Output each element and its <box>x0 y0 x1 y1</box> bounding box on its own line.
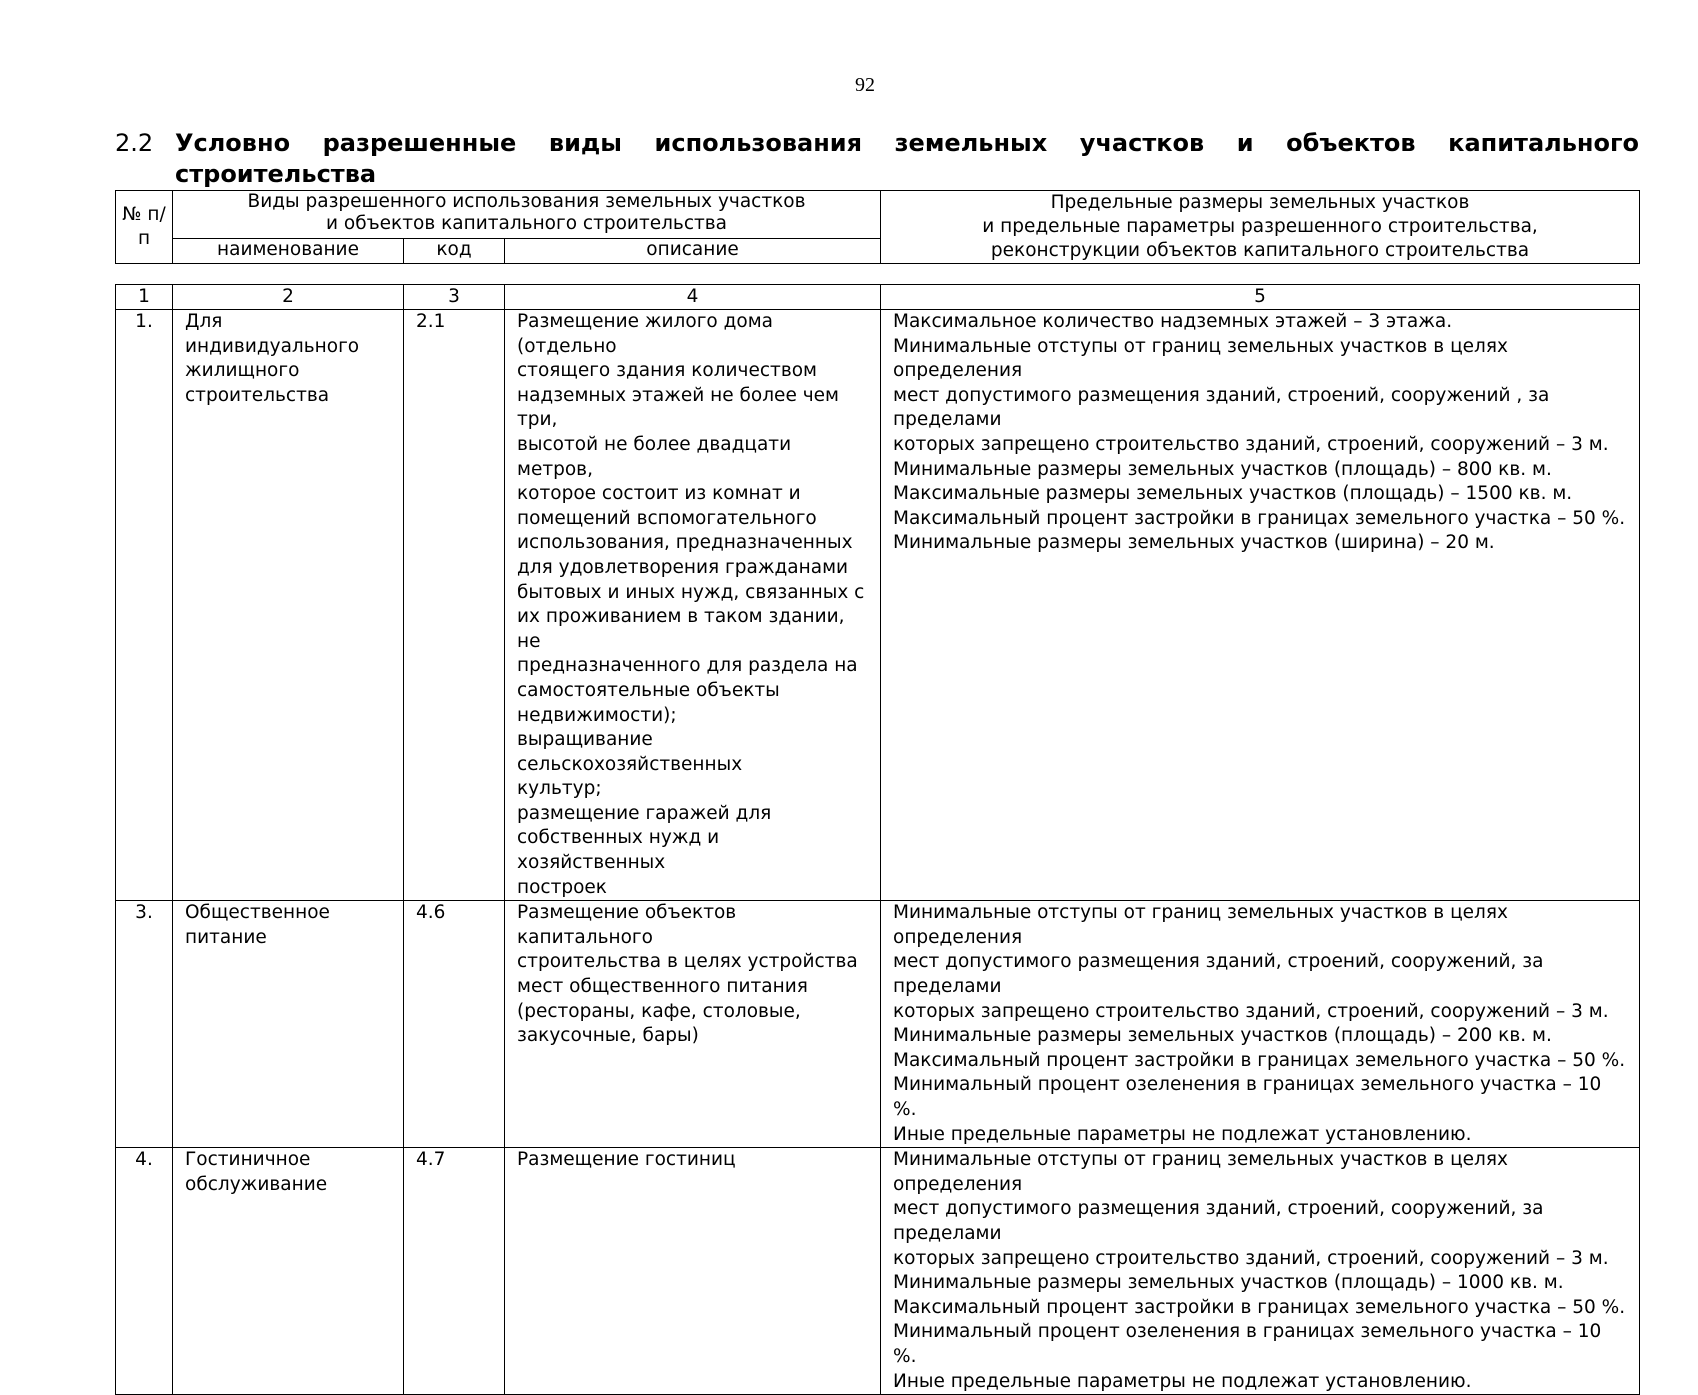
section-title: Условно разрешенные виды использования земельных участков и объектов капитального строительства <box>175 129 1639 188</box>
row-params: Максимальное количество надземных этажей – 3 этажа. Минимальные отступы от границ земельных участков в целях определения мест допустимого размещения зданий, строений, сооружений , за пределами которых запрещено строительство зданий, строений, сооружений – 3 м. Минимальные размеры земельных участков (площадь) – 800 кв. м. Максимальные размеры земельных участков (площадь) – 1500 кв. м. Максимальный процент застройки в границах земельного участка – 50 %. Минимальные размеры земельных участков (ширина) – 20 м. <box>881 310 1640 901</box>
table-header <box>115 190 1640 264</box>
row-params: Минимальные отступы от границ земельных участков в целях определения мест допустимого размещения зданий, строений, сооружений, за пределами которых запрещено строительство зданий, строений, сооружений – 3 м. Минимальные размеры земельных участков (площадь) – 1000 кв. м. Максимальный процент застройки в границах земельного участка – 50 %. Минимальный процент озеленения в границах земельного участка – 10 %. Иные предельные параметры не подлежат установлению. <box>881 1148 1640 1395</box>
row-number: 4. <box>116 1148 173 1395</box>
table-row <box>116 1148 1640 1395</box>
table-row <box>116 310 1640 901</box>
column-number: 3 <box>404 285 505 310</box>
column-number: 5 <box>881 285 1640 310</box>
header-code: код <box>404 239 505 264</box>
row-code: 4.7 <box>404 1148 505 1395</box>
row-description: Размещение гостиниц <box>505 1148 881 1395</box>
header-no: № п/п <box>116 191 173 264</box>
column-number: 4 <box>505 285 881 310</box>
header-description: описание <box>505 239 881 264</box>
row-description: Размещение объектов капитального строительства в целях устройства мест общественного питания (рестораны, кафе, столовые, закусочные, бары) <box>505 901 881 1148</box>
header-types-group: Виды разрешенного использования земельных участков и объектов капитального строительства <box>173 191 881 239</box>
column-number: 2 <box>173 285 404 310</box>
page-number: 92 <box>855 74 875 96</box>
section-heading <box>115 128 1639 190</box>
row-code: 4.6 <box>404 901 505 1148</box>
row-name: Гостиничное обслуживание <box>173 1148 404 1395</box>
row-code: 2.1 <box>404 310 505 901</box>
row-number: 1. <box>116 310 173 901</box>
row-description: Размещение жилого дома (отдельно стоящего здания количеством надземных этажей не более чем три, высотой не более двадцати метров, которое состоит из комнат и помещений вспомогательного использования, предназначенных для удовлетворения гражданами бытовых и иных нужд, связанных с их проживанием в таком здании, не предназначенного для раздела на самостоятельные объекты недвижимости); выращивание сельскохозяйственных культур; размещение гаражей для собственных нужд и хозяйственных построек <box>505 310 881 901</box>
section-number: 2.2 <box>115 129 154 157</box>
row-params: Минимальные отступы от границ земельных участков в целях определения мест допустимого размещения зданий, строений, сооружений, за пределами которых запрещено строительство зданий, строений, сооружений – 3 м. Минимальные размеры земельных участков (площадь) – 200 кв. м. Максимальный процент застройки в границах земельного участка – 50 %. Минимальный процент озеленения в границах земельного участка – 10 %. Иные предельные параметры не подлежат установлению. <box>881 901 1640 1148</box>
table-row <box>116 901 1640 1148</box>
row-number: 3. <box>116 901 173 1148</box>
column-number-row <box>116 285 1640 310</box>
header-name: наименование <box>173 239 404 264</box>
row-name: Общественное питание <box>173 901 404 1148</box>
table-body <box>115 284 1640 1395</box>
header-params-group: Предельные размеры земельных участков и предельные параметры разрешенного строительства, реконструкции объектов капитального строительства <box>881 191 1640 264</box>
column-number: 1 <box>116 285 173 310</box>
row-name: Для индивидуального жилищного строительства <box>173 310 404 901</box>
